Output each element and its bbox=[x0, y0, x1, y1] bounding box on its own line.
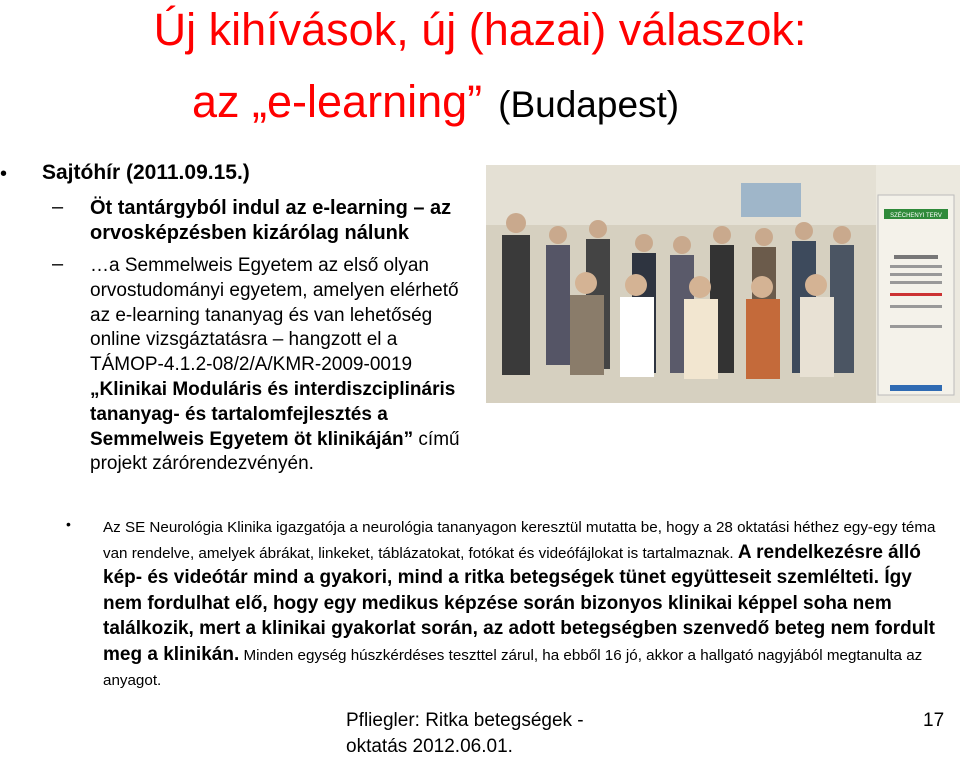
paragraph-conclusion: Minden egység húszkérdéses teszttel zárul, ha ebből 16 jó, akkor a hallgató nagyjából megtanulta az anyagot. bbox=[103, 646, 923, 689]
slide-subtitle bbox=[192, 74, 812, 133]
bullet-dot-icon: • bbox=[0, 163, 8, 185]
dash-icon: – bbox=[52, 196, 64, 218]
quote-text: …a Semmelweis Egyetem az első olyan orvostudományi egyetem, amelyen elérhető az e-learning tananyag és van lehetőség online vizsgáztatásra – hangzott el a TÁMOP-4.1.2-08/2/A/KMR-2009-0019 bbox=[90, 255, 459, 376]
slide-footer: Pfliegler: Ritka betegségek - oktatás 2012.06.01. bbox=[346, 710, 584, 757]
poster-header: SZÉCHENYI TERV bbox=[890, 213, 942, 219]
sub-bullet-quote bbox=[90, 254, 470, 477]
neurology-paragraph bbox=[103, 516, 953, 693]
dash-icon: – bbox=[52, 253, 64, 275]
project-title: „Klinikai Moduláris és interdiszciplináris tananyag- és tartalomfejlesztés a Semmelweis Egyetem öt klinikáján” bbox=[90, 378, 456, 450]
subtitle-location: (Budapest) bbox=[498, 84, 680, 125]
subtitle-main: az „e-learning” bbox=[192, 76, 483, 127]
quote-end: című projekt zárórendezvényén. bbox=[90, 428, 460, 475]
sub-bullet-headline: Öt tantárgyból indul az e-learning – az orvosképzésben kizárólag nálunk bbox=[90, 197, 452, 244]
paragraph-intro: Az SE Neurológia Klinika igazgatója a neurológia tananyagon keresztül mutatta be, hogy a 28 oktatási héthez egy-egy téma van rendelve, amelyek ábrákat, linkeket, táblázatokat, fotókat és videófájlokat is tartalmaznak. bbox=[103, 519, 936, 562]
group-photo bbox=[486, 165, 960, 403]
page-number: 17 bbox=[923, 710, 945, 731]
paragraph-emphasis: A rendelkezésre álló kép- és videótár mind a gyakori, mind a ritka betegségek tünet együtteseit szemlélteti. Így nem fordulhat elő, hogy egy medikus képzése során bizonyos klinikai képpel soha nem találkozik, mert a klinikai gyakorlat során, az adott betegségben szenvedő beteg nem fordult meg a klinikán. bbox=[103, 541, 935, 665]
bullet-dot-icon: • bbox=[66, 516, 71, 532]
group-photo-illustration bbox=[486, 165, 960, 403]
slide-title: Új kihívások, új (hazai) válaszok: bbox=[153, 4, 807, 55]
bullet-press-release: Sajtóhír (2011.09.15.) bbox=[42, 161, 250, 184]
